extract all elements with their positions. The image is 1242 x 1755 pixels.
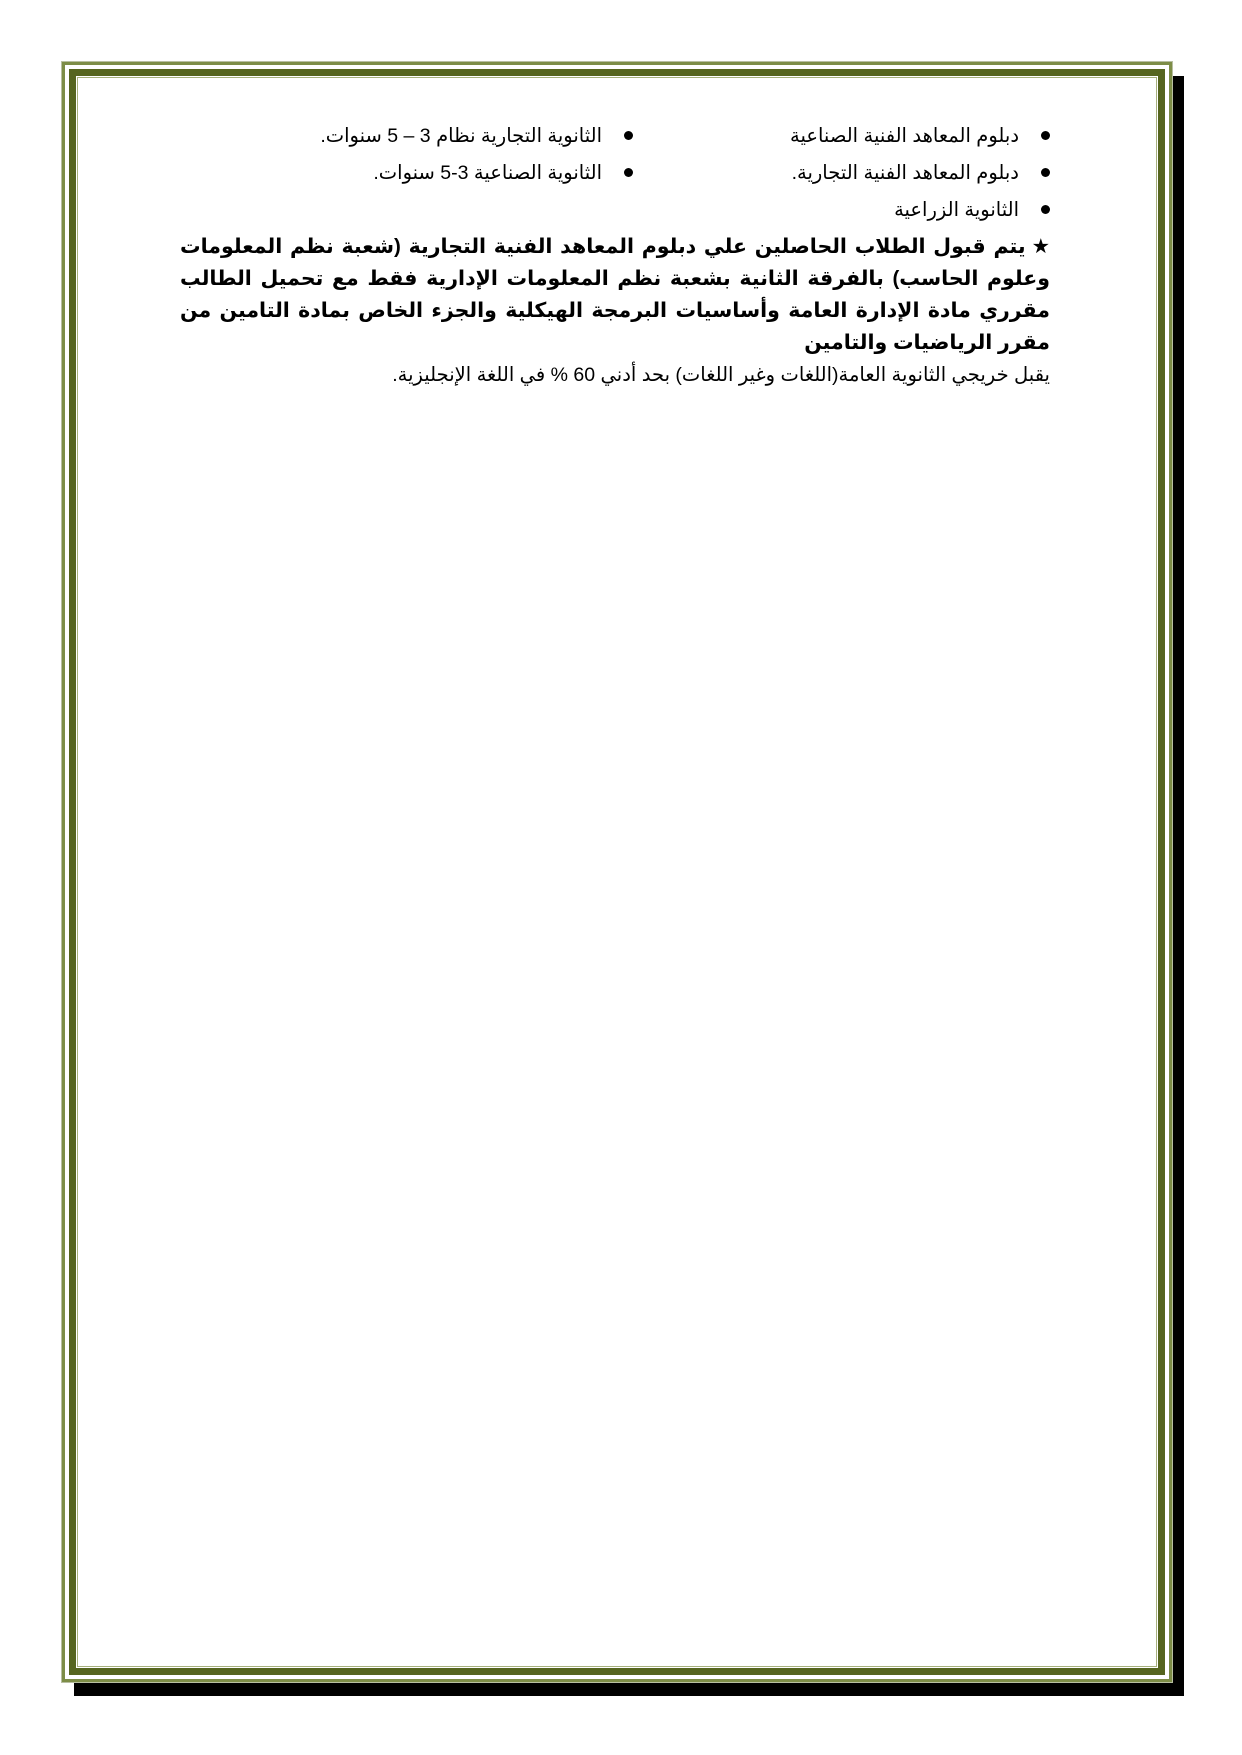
bullet-icon: [1041, 168, 1050, 177]
general-secondary-note: يقبل خريجي الثانوية العامة(اللغات وغير اللغات) بحد أدني 60 % في اللغة الإنجليزية.: [392, 364, 1050, 386]
list-item: [373, 155, 633, 192]
bullet-row-2: [180, 155, 1050, 192]
list-item-text: الثانوية الصناعية 3-5 سنوات.: [373, 162, 602, 184]
admission-note: [180, 231, 1050, 359]
list-item: [894, 192, 1050, 229]
bullet-icon: [624, 168, 633, 177]
document-content: [180, 118, 1050, 411]
admission-note-text: يتم قبول الطلاب الحاصلين علي دبلوم المعاهد الفنية التجارية (شعبة نظم المعلومات وعلوم الحاسب) بالفرقة الثانية بشعبة نظم المعلومات الإدارية فقط مع تحميل الطالب مقرري مادة الإدارة العامة وأساسيات البرمجة الهيكلية والجزء الخاص بمادة التامين من مقرر الرياضيات والتامين: [180, 235, 1050, 354]
list-item-text: الثانوية التجارية نظام 3 – 5 سنوات.: [320, 125, 602, 147]
list-item-text: دبلوم المعاهد الفنية الصناعية: [790, 125, 1019, 147]
star-icon: ★: [1031, 235, 1050, 258]
list-item: [320, 118, 633, 155]
bullet-row-3: [180, 192, 1050, 229]
bullet-icon: [1041, 131, 1050, 140]
list-item: [790, 118, 1050, 155]
bullet-row-1: [180, 118, 1050, 155]
bullet-icon: [1041, 205, 1050, 214]
bullet-icon: [624, 131, 633, 140]
list-item: [792, 155, 1050, 192]
list-item-text: دبلوم المعاهد الفنية التجارية.: [791, 162, 1019, 184]
list-item-text: الثانوية الزراعية: [894, 199, 1019, 221]
